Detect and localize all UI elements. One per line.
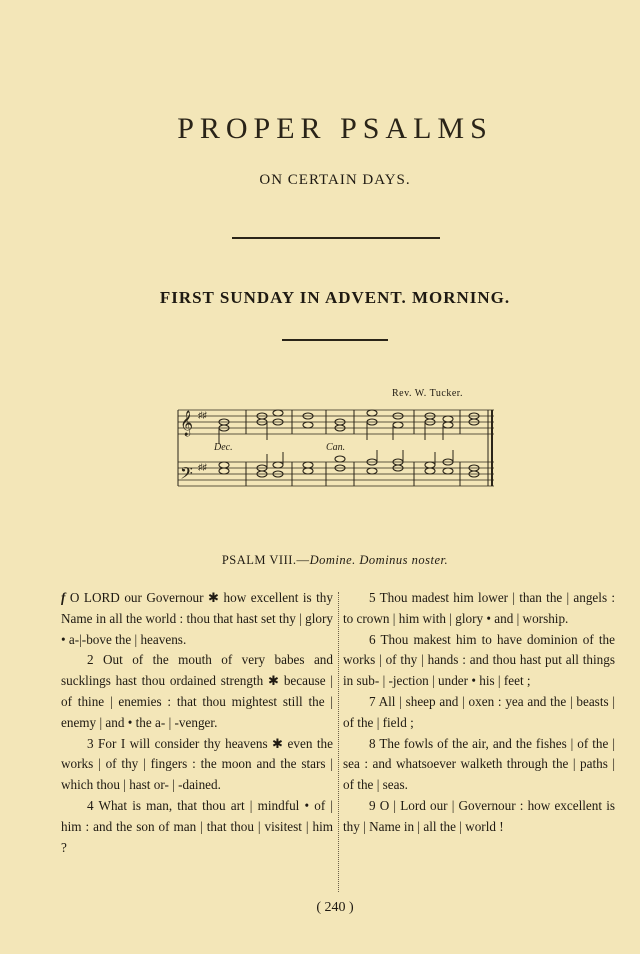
section-heading: FIRST SUNDAY IN ADVENT. MORNING. bbox=[159, 288, 511, 307]
verse: 8 The fowls of the air, and the fishes | of the | sea : and whatsoever walketh through the | paths | of the | seas. bbox=[343, 735, 615, 793]
column-divider bbox=[338, 592, 339, 892]
cantoris-label: Can. bbox=[326, 442, 346, 453]
stems bbox=[219, 422, 443, 444]
verse: 4 What is man, that thou art | mindful • of | him : and the son of man | that thou | visitest | him ? bbox=[61, 797, 333, 855]
verse: 7 All | sheep and | oxen : yea and the | beasts | of the | field ; bbox=[343, 693, 615, 730]
verse: 5 Thou madest him lower | than the | angels : to crown | him with | glory • and | worship. bbox=[343, 590, 615, 626]
bass-clef-icon: 𝄢 bbox=[180, 465, 193, 487]
decani-label: Dec. bbox=[214, 442, 233, 453]
psalm-latin-incipit: Domine. Dominus noster. bbox=[309, 553, 449, 567]
page-number: ( 240 ) bbox=[316, 900, 354, 915]
verse: 6 Thou makest him to have dominion of the works | of thy | hands : and thou hast put all things in sub- | -jection | under • his | feet ; bbox=[343, 631, 615, 689]
bass-sharp-icon: ♯♯ bbox=[198, 462, 207, 472]
psalm-column-left bbox=[61, 588, 333, 858]
psalm-title bbox=[0, 553, 640, 568]
sharp-icon: ♯♯ bbox=[198, 410, 207, 420]
verse: 2 Out of the mouth of very babes and sucklings hast thou ordained strength ✱ because | of thine | enemies : that thou mightest still the | enemy | and • the a- | -venger. bbox=[61, 652, 333, 730]
page-subtitle: ON CERTAIN DAYS. bbox=[259, 172, 411, 188]
chant-score bbox=[176, 400, 496, 492]
dynamic-mark: f bbox=[61, 590, 66, 605]
verse: 3 For I will consider thy heavens ✱ even the works | of thy | fingers : the moon and the stars | which thou | hast or- | -dained. bbox=[61, 735, 333, 793]
treble-clef-icon: 𝄞 bbox=[180, 410, 194, 435]
verse bbox=[61, 588, 333, 650]
verse-text: O LORD our Governour ✱ how excellent is thy Name in all the world : thou that hast set thy | glory • a-|-bove the | heavens. bbox=[61, 590, 333, 647]
page-title: PROPER PSALMS bbox=[177, 112, 493, 145]
composer-credit: Rev. W. Tucker. bbox=[392, 388, 464, 399]
title-divider bbox=[232, 237, 440, 239]
psalm-number: PSALM VIII.— bbox=[221, 553, 310, 567]
verse: 9 O | Lord our | Governour : how excellent is thy | Name in | all the | world ! bbox=[343, 797, 615, 834]
psalm-column-right bbox=[343, 588, 615, 838]
heading-divider bbox=[282, 339, 388, 341]
